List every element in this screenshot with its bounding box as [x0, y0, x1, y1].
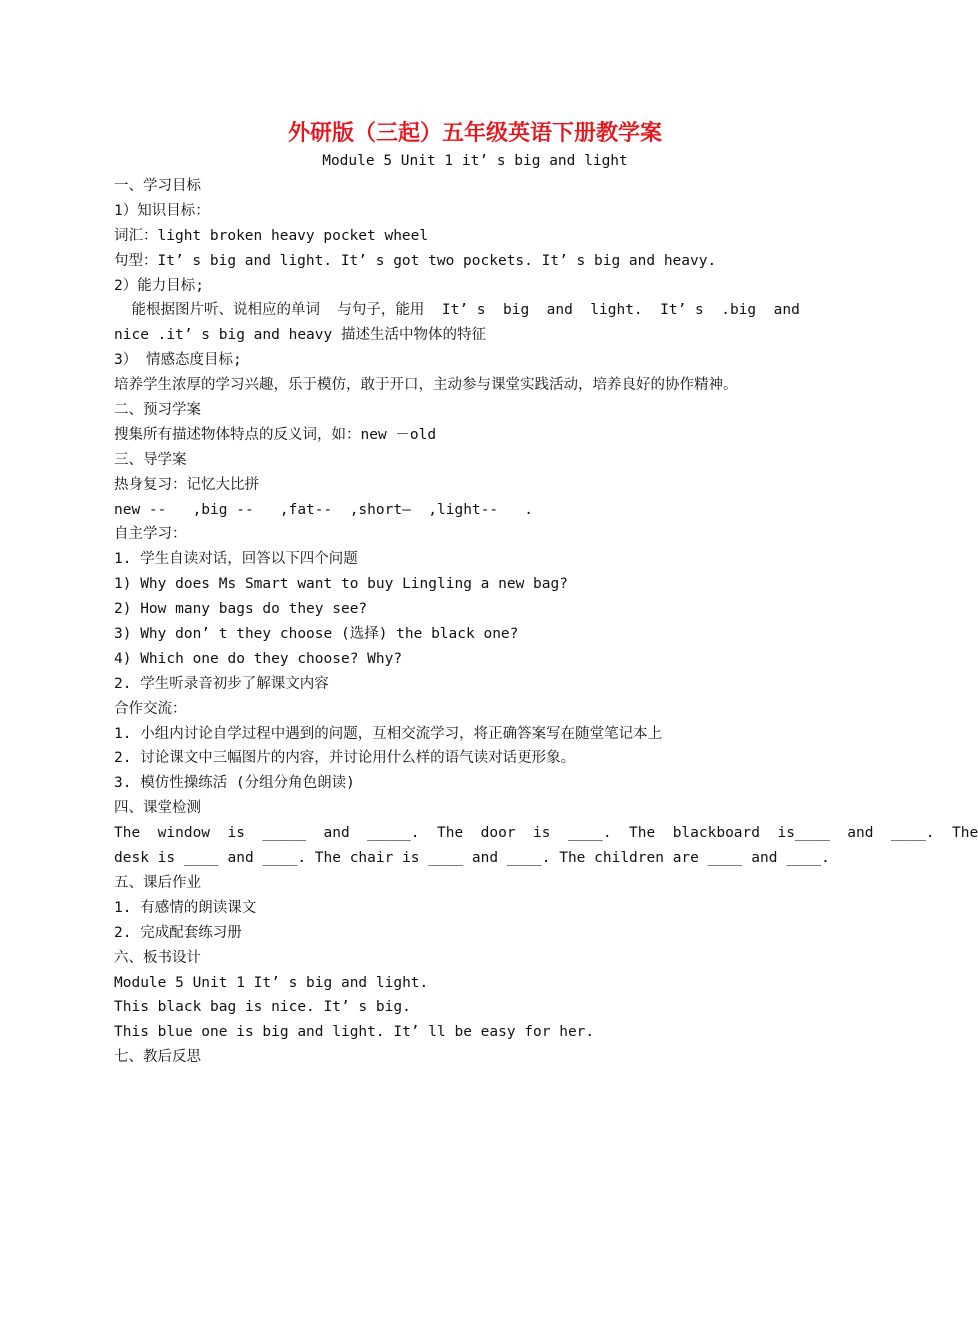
question-item: 1) Why does Ms Smart want to buy Lingling a new bag?	[114, 576, 568, 593]
question-item: 2) How many bags do they see?	[114, 601, 368, 618]
board-line: This blue one is big and light. It’ ll be easy for her.	[114, 1024, 595, 1041]
section-heading-reflection: 七、教后反思	[114, 1049, 201, 1066]
test-text-1: The window is _____ and _____. The door is ____. The blackboard is____ and ____. The	[114, 825, 978, 842]
list-item: 2. 完成配套练习册	[114, 924, 242, 941]
section-heading-homework: 五、课后作业	[114, 874, 201, 891]
ability-goal-text-1: 能根据图片听、说相应的单词 与句子，能用 It’ s big and light. It’ s .big and	[114, 302, 800, 319]
ability-goal-text-2: nice .it’ s big and heavy 描述生活中物体的特征	[114, 327, 486, 344]
section-heading-guide: 三、导学案	[114, 451, 187, 468]
list-item: 1. 学生自读对话，回答以下四个问题	[114, 551, 358, 568]
test-text-2: desk is ____ and ____. The chair is ____ and ____. The children are ____ and ____.	[114, 850, 830, 867]
page-title: 外研版（三起）五年级英语下册教学案	[287, 120, 662, 146]
section-heading-objectives: 一、学习目标	[114, 178, 201, 194]
question-item: 4) Which one do they choose? Why?	[114, 650, 403, 667]
question-item: 3) Why don’ t they choose (选择) the black one?	[114, 626, 519, 643]
section-heading-board-design: 六、板书设计	[114, 949, 201, 966]
board-line: Module 5 Unit 1 It’ s big and light.	[114, 974, 429, 991]
list-item: 2. 学生听录音初步了解课文内容	[114, 675, 329, 692]
sentence-pattern-line: 句型：It’ s big and light. It’ s got two pockets. It’ s big and heavy.	[114, 252, 717, 269]
page-subtitle: Module 5 Unit 1 it’ s big and light	[322, 153, 628, 169]
self-study-heading: 自主学习：	[114, 526, 187, 543]
list-item: 1. 有感情的朗读课文	[114, 899, 257, 916]
list-item: 3. 模仿性操练活 (分组分角色朗读)	[114, 775, 355, 792]
section-heading-preview: 二、预习学案	[114, 402, 201, 419]
preview-text: 搜集所有描述物体特点的反义词，如：new －old	[114, 426, 437, 443]
document-body	[114, 174, 978, 1070]
subheading-attitude-goals: 3） 情感态度目标;	[114, 352, 242, 369]
warmup-opposites: new -- ,big -- ,fat-- ,short— ,light-- .	[114, 501, 534, 518]
cooperation-heading: 合作交流：	[114, 700, 187, 717]
list-item: 1. 小组内讨论自学过程中遇到的问题，互相交流学习，将正确答案写在随堂笔记本上	[114, 725, 663, 742]
section-heading-classroom-test: 四、课堂检测	[114, 800, 201, 817]
warmup-heading: 热身复习：记忆大比拼	[114, 476, 259, 493]
list-item: 2. 讨论课文中三幅图片的内容，并讨论用什么样的语气读对话更形象。	[114, 750, 576, 767]
attitude-goal-text: 培养学生浓厚的学习兴趣，乐于模仿，敢于开口，主动参与课堂实践活动，培养良好的协作精神。	[114, 377, 738, 394]
subheading-knowledge-goals: 1）知识目标：	[114, 202, 210, 219]
subheading-ability-goals: 2）能力目标;	[114, 277, 204, 294]
board-line: This black bag is nice. It’ s big.	[114, 999, 411, 1016]
vocabulary-line: 词汇：light broken heavy pocket wheel	[114, 227, 429, 244]
